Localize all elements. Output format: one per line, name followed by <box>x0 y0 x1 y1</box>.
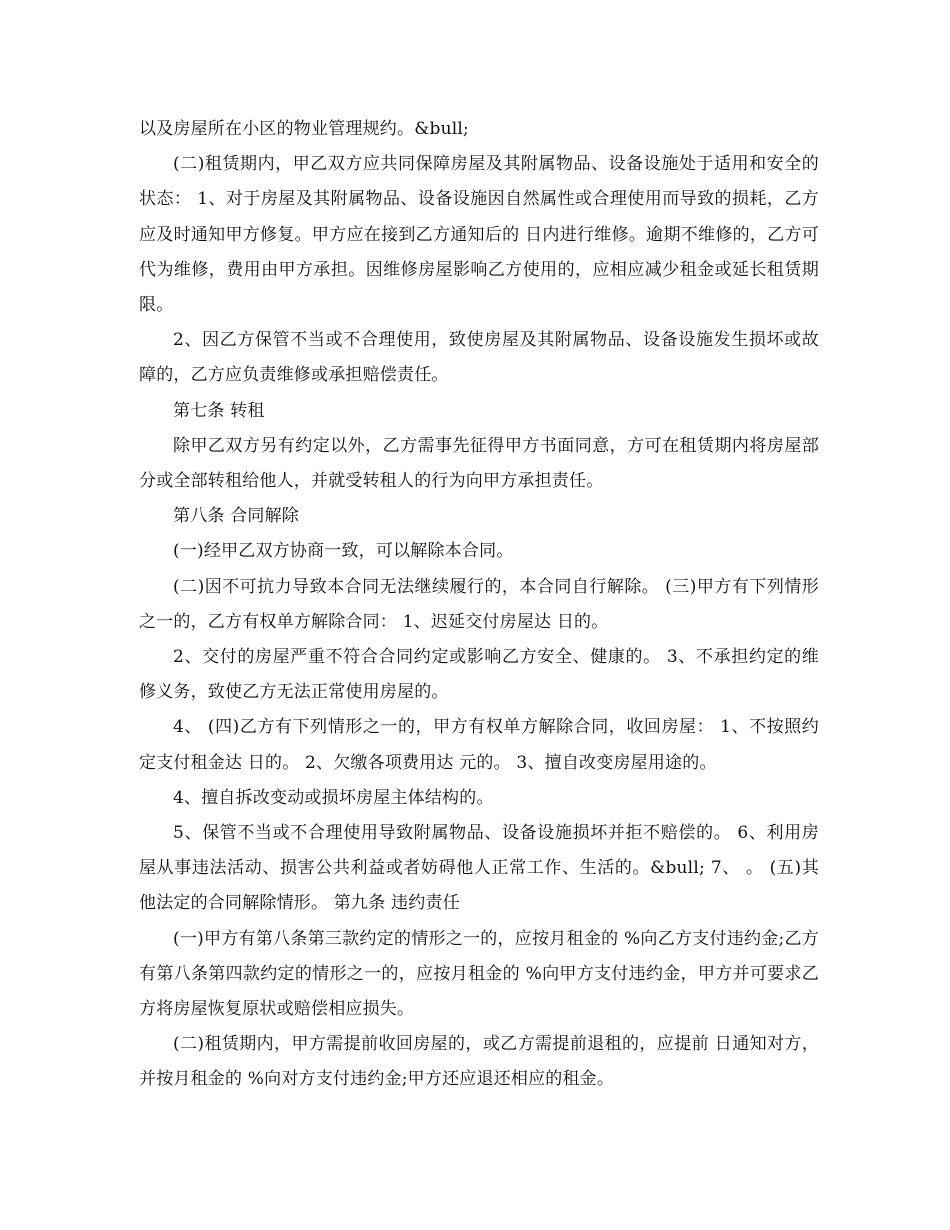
paragraph-2: (二)租赁期内，甲乙双方应共同保障房屋及其附属物品、设备设施处于适用和安全的状态： 1、对于房屋及其附属物品、设备设施因自然属性或合理使用而导致的损耗，乙方应及时通知甲方修复。甲方应在接到乙方通知后的 日内进行维修。逾期不维修的，乙方可代为维修，费用由甲方承担。因维修房屋影响乙方使用的，应相应减少租金或延长租赁期限。 <box>139 154 819 316</box>
paragraph-11: 4、擅自拆改变动或损坏房屋主体结构的。 <box>173 787 494 808</box>
paragraph-3: 2、因乙方保管不当或不合理使用，致使房屋及其附属物品、设备设施发生损坏或故障的，乙方应负责维修或承担赔偿责任。 <box>139 330 819 386</box>
paragraph-5: 除甲乙双方另有约定以外，乙方需事先征得甲方书面同意，方可在租赁期内将房屋部分或全部转租给他人，并就受转租人的行为向甲方承担责任。 <box>139 435 819 492</box>
paragraph-7: (一)经甲乙双方协商一致，可以解除本合同。 <box>173 541 514 562</box>
paragraph-9: 2、交付的房屋严重不符合合同约定或影响乙方安全、健康的。 3、不承担约定的维修义务，致使乙方无法正常使用房屋的。 <box>139 647 819 703</box>
article-8-heading: 第八条 合同解除 <box>173 506 300 527</box>
paragraph-1: 以及房屋所在小区的物业管理规约。&bull; <box>139 119 469 139</box>
paragraph-14: (二)租赁期内，甲方需提前收回房屋的，或乙方需提前退租的，应提前 日通知对方，并按月租金的 %向对方支付违约金;甲方还应退还相应的租金。 <box>139 1034 819 1090</box>
paragraph-8: (二)因不可抗力导致本合同无法继续履行的，本合同自行解除。 (三)甲方有下列情形之一的，乙方有权单方解除合同： 1、迟延交付房屋达 日的。 <box>139 576 819 632</box>
paragraph-12: 5、保管不当或不合理使用导致附属物品、设备设施损坏并拒不赔偿的。 6、利用房屋从事违法活动、损害公共利益或者妨碍他人正常工作、生活的。&bull; 7、 。 (五)其他法定的合同解除情形。 第九条 违约责任 <box>139 823 819 914</box>
paragraph-10: 4、 (四)乙方有下列情形之一的，甲方有权单方解除合同，收回房屋： 1、不按照约定支付租金达 日的。 2、欠缴各项费用达 元的。 3、擅自改变房屋用途的。 <box>139 717 819 773</box>
document-body <box>139 112 819 1098</box>
paragraph-13: (一)甲方有第八条第三款约定的情形之一的，应按月租金的 %向乙方支付违约金;乙方有第八条第四款约定的情形之一的，应按月租金的 %向甲方支付违约金，甲方并可要求乙方将房屋恢复原状或赔偿相应损失。 <box>139 928 819 1020</box>
article-7-heading: 第七条 转租 <box>173 400 265 421</box>
